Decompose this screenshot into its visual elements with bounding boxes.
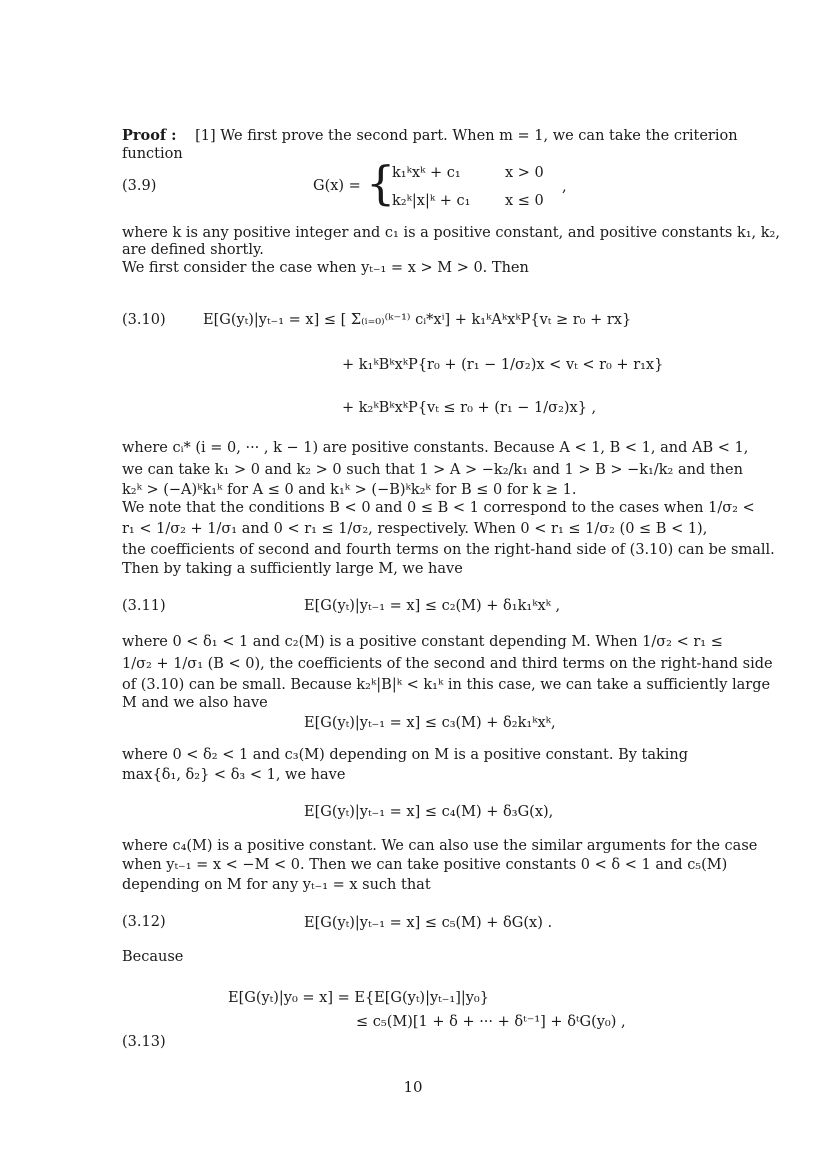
text-line: We note that the conditions B < 0 and 0 ≤ B < 1 correspond to the cases when 1/σ₂ <	[122, 500, 755, 516]
equation-case: k₁ᵏxᵏ + c₁	[392, 165, 461, 181]
text-line: the coefficients of second and fourth terms on the right-hand side of (3.10) can be small.	[122, 542, 775, 558]
equation-line: + k₂ᵏBᵏxᵏP{vₜ ≤ r₀ + (r₁ − 1/σ₂)x} ,	[342, 400, 597, 416]
equation-line: E[G(yₜ)|yₜ₋₁ = x] ≤ c₃(M) + δ₂k₁ᵏxᵏ,	[304, 715, 556, 731]
text-line: Because	[122, 949, 184, 965]
page-number: 10	[403, 1078, 423, 1096]
equation-number: (3.12)	[122, 914, 166, 930]
equation-lhs: G(x) =	[313, 178, 361, 194]
equation-line: E[G(yₜ)|yₜ₋₁ = x] ≤ c₅(M) + δG(x) .	[304, 915, 553, 931]
equation-number: (3.11)	[122, 598, 166, 614]
text-line: 1/σ₂ + 1/σ₁ (B < 0), the coefficients of the second and third terms on the right-hand side	[122, 656, 773, 672]
equation-line: E[G(yₜ)|y₀ = x] = E{E[G(yₜ)|yₜ₋₁]|y₀}	[228, 990, 489, 1006]
text-line: Then by taking a sufficiently large M, we have	[122, 561, 463, 577]
equation-line: E[G(yₜ)|yₜ₋₁ = x] ≤ [ Σ₍ᵢ₌₀₎⁽ᵏ⁻¹⁾ cᵢ*xⁱ] + k₁ᵏAᵏxᵏP{vₜ ≥ r₀ + rx}	[203, 312, 632, 328]
equation-condition: x ≤ 0	[505, 193, 544, 209]
equation-punct: ,	[562, 179, 567, 195]
equation-line: E[G(yₜ)|yₜ₋₁ = x] ≤ c₂(M) + δ₁k₁ᵏxᵏ ,	[304, 598, 561, 614]
text-line: depending on M for any yₜ₋₁ = x such that	[122, 877, 431, 893]
left-brace-icon: {	[366, 156, 396, 210]
text-line: are defined shortly.	[122, 242, 264, 258]
text-line: where k is any positive integer and c₁ is a positive constant, and positive constants k₁, k₂,	[122, 225, 780, 241]
text-line: M and we also have	[122, 695, 268, 711]
text-line: We first consider the case when yₜ₋₁ = x > M > 0. Then	[122, 260, 529, 276]
text-line: [1] We first prove the second part. When m = 1, we can take the criterion	[195, 128, 738, 144]
proof-label: Proof :	[122, 127, 177, 144]
equation-line: E[G(yₜ)|yₜ₋₁ = x] ≤ c₄(M) + δ₃G(x),	[304, 804, 554, 820]
text-line: we can take k₁ > 0 and k₂ > 0 such that 1 > A > −k₂/k₁ and 1 > B > −k₁/k₂ and then	[122, 462, 743, 478]
equation-condition: x > 0	[505, 165, 544, 181]
text-line: where 0 < δ₂ < 1 and c₃(M) depending on M is a positive constant. By taking	[122, 747, 689, 763]
text-line: when yₜ₋₁ = x < −M < 0. Then we can take positive constants 0 < δ < 1 and c₅(M)	[122, 857, 728, 873]
equation-line: + k₁ᵏBᵏxᵏP{r₀ + (r₁ − 1/σ₂)x < vₜ < r₀ + r₁x}	[342, 357, 664, 373]
text-line: r₁ < 1/σ₂ + 1/σ₁ and 0 < r₁ ≤ 1/σ₂, respectively. When 0 < r₁ ≤ 1/σ₂ (0 ≤ B < 1),	[122, 521, 708, 537]
text-line: k₂ᵏ > (−A)ᵏk₁ᵏ for A ≤ 0 and k₁ᵏ > (−B)ᵏk₂ᵏ for B ≤ 0 for k ≥ 1.	[122, 482, 577, 498]
equation-case: k₂ᵏ|x|ᵏ + c₁	[392, 193, 471, 209]
equation-number: (3.9)	[122, 178, 157, 194]
equation-line: ≤ c₅(M)[1 + δ + ··· + δᵗ⁻¹] + δᵗG(y₀) ,	[356, 1014, 626, 1030]
equation-number: (3.13)	[122, 1034, 166, 1050]
text-line: max{δ₁, δ₂} < δ₃ < 1, we have	[122, 767, 346, 783]
text-line: of (3.10) can be small. Because k₂ᵏ|B|ᵏ < k₁ᵏ in this case, we can take a sufficiently large	[122, 677, 771, 693]
text-line: where 0 < δ₁ < 1 and c₂(M) is a positive constant depending M. When 1/σ₂ < r₁ ≤	[122, 634, 723, 650]
equation-number: (3.10)	[122, 312, 166, 328]
text-line: function	[122, 146, 183, 162]
text-line: where cᵢ* (i = 0, ··· , k − 1) are positive constants. Because A < 1, B < 1, and AB < 1,	[122, 440, 749, 456]
text-line: where c₄(M) is a positive constant. We can also use the similar arguments for the case	[122, 838, 758, 854]
